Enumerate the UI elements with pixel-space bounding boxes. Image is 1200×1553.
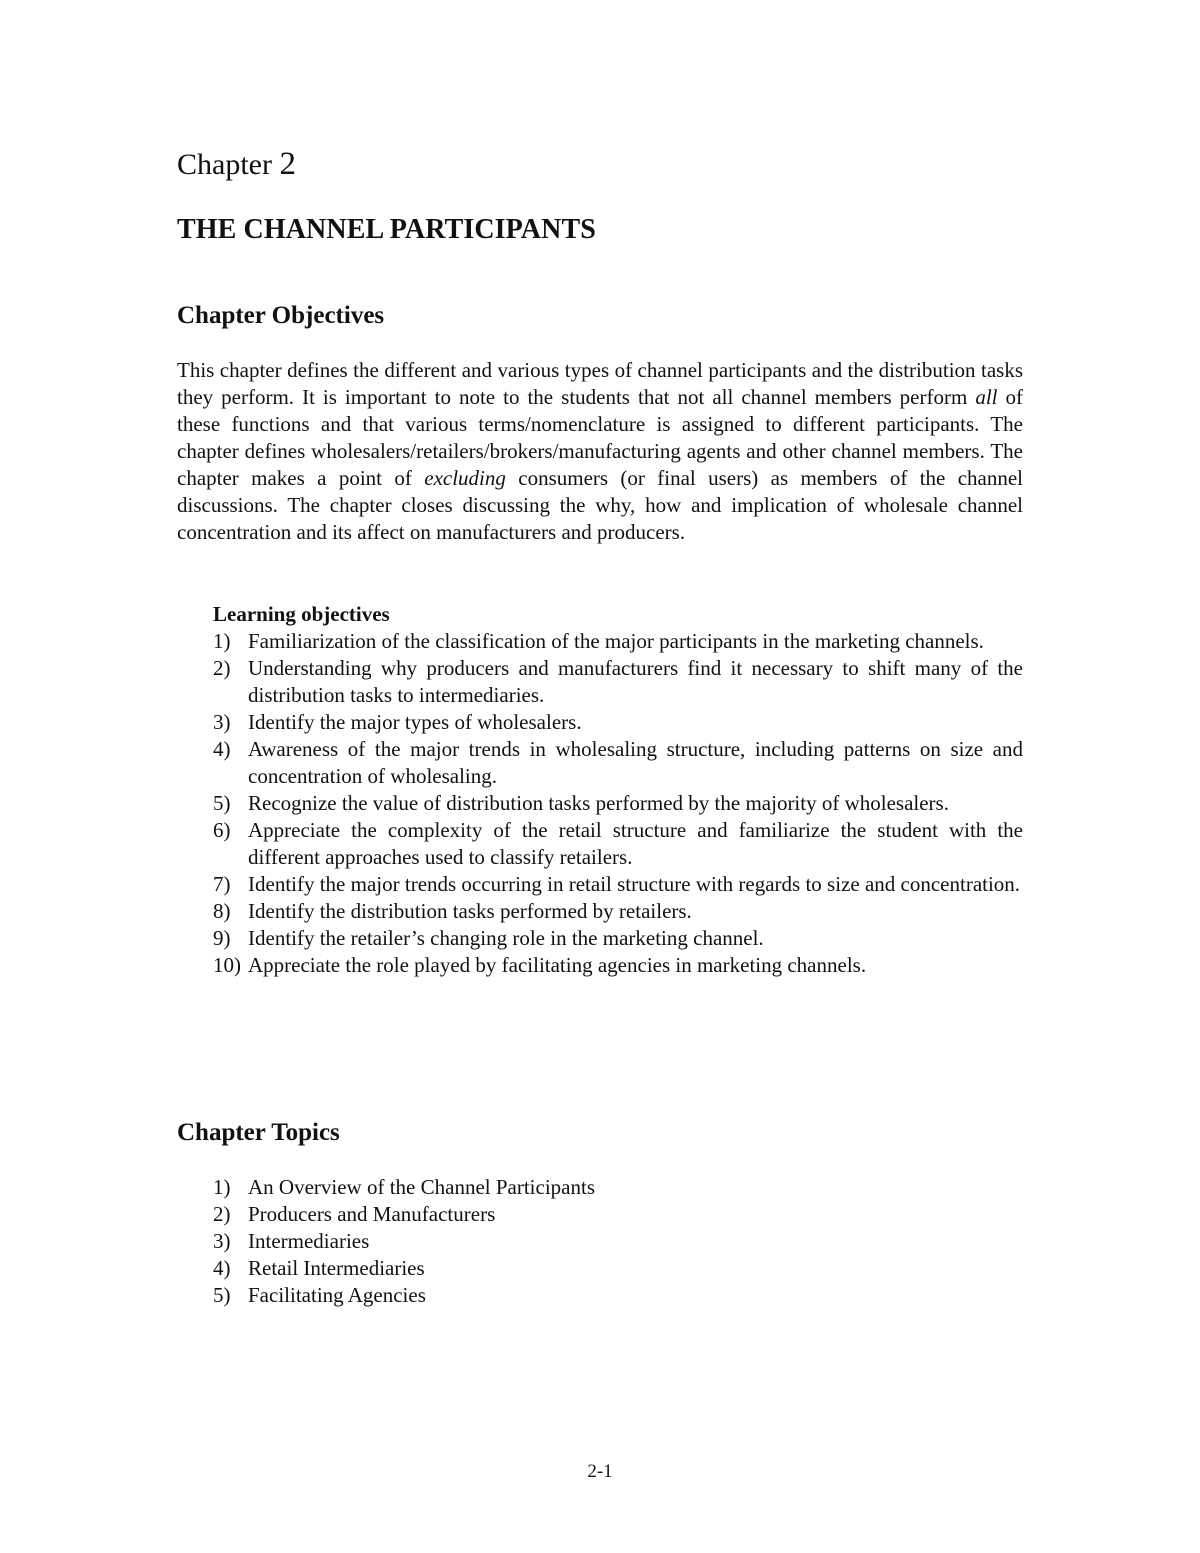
list-item-marker: 3) [213,1229,231,1253]
list-item-marker: 4) [213,1256,231,1280]
list-item-text: Identify the distribution tasks performed by retailers. [248,899,692,923]
list-item-marker: 1) [213,629,231,653]
chapter-label [177,142,296,187]
list-item [213,898,1023,925]
list-item-marker: 8) [213,899,231,923]
list-item-text: Identify the major trends occurring in retail structure with regards to size and concentration. [248,872,1021,896]
learning-objectives-heading: Learning objectives [213,602,390,626]
list-item-marker: 5) [213,791,231,815]
list-item-marker: 3) [213,710,231,734]
list-item-marker: 1) [213,1175,231,1199]
list-item [213,1174,1023,1201]
objectives-heading: Chapter Objectives [177,302,385,329]
list-item-text: Intermediaries [248,1229,370,1253]
list-item-text: Identify the major types of wholesalers. [248,710,582,734]
list-item-text: Appreciate the complexity of the retail structure and familiarize the student with the different approaches used to classify retailers. [248,818,1023,869]
list-item-text: Appreciate the role played by facilitating agencies in marketing channels. [248,953,867,977]
list-item-marker: 2) [213,1202,231,1226]
list-item [213,736,1023,790]
objectives-paragraph [177,357,1023,546]
learning-objectives-list [213,628,1023,979]
list-item-marker: 2) [213,656,231,680]
objectives-text-part2: of these functions and that various terms/nomenclature is assigned to different participants. The chapter defines wholesalers/retailers/brokers/manufacturing agents and other channel members. The chapter makes a point of [177,385,1023,490]
list-item-text: Awareness of the major trends in wholesaling structure, including patterns on size and concentration of wholesaling. [248,737,1023,788]
list-item-marker: 7) [213,872,231,896]
list-item-marker: 6) [213,818,231,842]
list-item [213,1282,1023,1309]
list-item [213,871,1023,898]
objectives-emphasis-excluding: excluding [424,466,506,490]
list-item-marker: 4) [213,737,231,761]
list-item-text: Facilitating Agencies [248,1283,426,1307]
list-item [213,817,1023,871]
list-item [213,655,1023,709]
objectives-text-part1: This chapter defines the different and various types of channel participants and the distribution tasks they perform. It is important to note to the students that not all channel members perform [177,358,1023,409]
list-item [213,1201,1023,1228]
list-item [213,790,1023,817]
list-item-text: Identify the retailer’s changing role in the marketing channel. [248,926,764,950]
list-item-text: Retail Intermediaries [248,1256,425,1280]
objectives-text-part3: consumers (or final users) as members of the channel discussions. The chapter closes discussing the why, how and implication of wholesale channel concentration and its affect on manufacturers and producers. [177,466,1024,544]
list-item [213,709,1023,736]
list-item-text: Recognize the value of distribution tasks performed by the majority of wholesalers. [248,791,949,815]
list-item [213,925,1023,952]
list-item-marker: 10) [213,953,241,977]
list-item-text: An Overview of the Channel Participants [248,1175,595,1199]
chapter-title: THE CHANNEL PARTICIPANTS [177,214,596,245]
list-item-marker: 5) [213,1283,231,1307]
list-item-text: Familiarization of the classification of the major participants in the marketing channels. [248,629,984,653]
chapter-number: 2 [279,146,296,182]
list-item-marker: 9) [213,926,231,950]
list-item [213,952,1023,979]
topics-list [213,1174,1023,1309]
list-item [213,628,1023,655]
page-number: 2-1 [587,1461,613,1482]
objectives-emphasis-all: all [975,385,998,409]
chapter-label-text: Chapter [177,148,280,181]
list-item-text: Understanding why producers and manufacturers find it necessary to shift many of the distribution tasks to intermediaries. [248,656,1023,707]
list-item-text: Producers and Manufacturers [248,1202,496,1226]
list-item [213,1255,1023,1282]
list-item [213,1228,1023,1255]
topics-heading: Chapter Topics [177,1119,340,1146]
